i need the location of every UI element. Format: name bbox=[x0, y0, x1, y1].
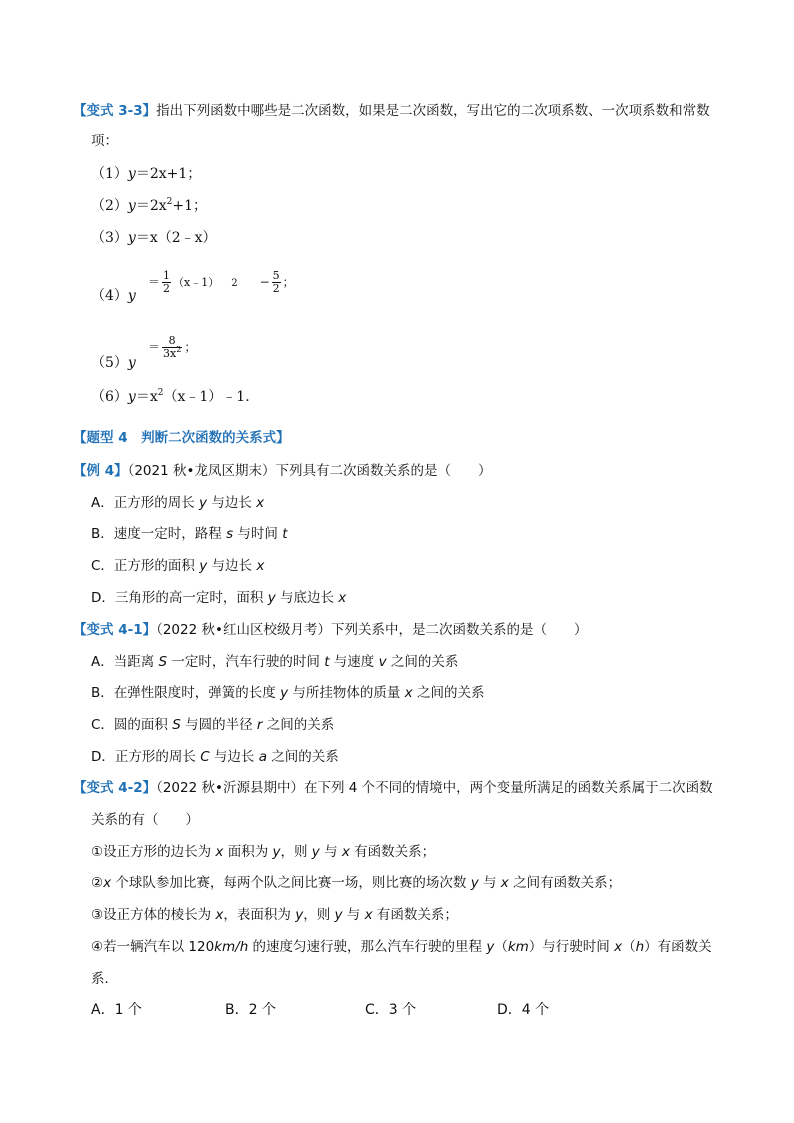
ex4-option-d: D．三角形的高一定时，面积 y 与底边长 x bbox=[91, 590, 347, 606]
v33-item-1: （1）y＝2x+1； bbox=[91, 166, 202, 182]
v42-scenario-4: ④若一辆汽车以 120km/h 的速度匀速行驶，那么汽车行驶的里程 y（km）与行驶时间 x（h）有函数关 bbox=[91, 939, 712, 955]
v42-option-d: D．4 个 bbox=[497, 1002, 550, 1018]
v33-item-4: （4）y bbox=[91, 288, 136, 304]
v41-option-a: A．当距离 S 一定时，汽车行驶的时间 t 与速度 v 之间的关系 bbox=[91, 654, 459, 670]
v41-option-d: D．正方形的周长 C 与边长 a 之间的关系 bbox=[91, 749, 339, 765]
v42-option-b: B．2 个 bbox=[225, 1002, 276, 1018]
v33-tag: 【变式 3-3】 bbox=[73, 103, 157, 119]
v33-text1: 指出下列函数中哪些是二次函数，如果是二次函数，写出它的二次项系数、一次项系数和常数 bbox=[156, 103, 710, 119]
v42-question-line1: 【变式 4-2】（2022 秋•沂源县期中）在下列 4 个不同的情境中，两个变量所满足的函数关系属于二次函数 bbox=[73, 780, 713, 796]
v41-option-c: C．圆的面积 S 与圆的半径 r 之间的关系 bbox=[91, 717, 335, 733]
v41-question: 【变式 4-1】（2022 秋•红山区校级月考）下列关系中，是二次函数关系的是（ ） bbox=[73, 622, 588, 638]
fraction-five-halves: $\frac{5}{2}$ bbox=[272, 269, 280, 295]
v41-option-b: B．在弹性限度时，弹簧的长度 y 与所挂物体的质量 x 之间的关系 bbox=[91, 685, 485, 701]
ex4-option-a: A．正方形的周长 y 与边长 x bbox=[91, 495, 265, 511]
v33-item-4-formula: ＝ $\frac{1}{2}$ （x﹣1） 2 − $\frac{5}{2}$ ； bbox=[148, 269, 295, 295]
v42-option-a: A．1 个 bbox=[91, 1002, 142, 1018]
v33-question-line1 bbox=[73, 101, 710, 121]
v42-question-line2: 关系的有（ ） bbox=[91, 812, 199, 828]
v33-item-5-formula: ＝ $\frac{8}{3x^2}$ ； bbox=[148, 334, 197, 360]
ex4-question: 【例 4】（2021 秋•龙凤区期末）下列具有二次函数关系的是（ ） bbox=[73, 463, 492, 479]
fraction-eight: $\frac{8}{3x^2}$ bbox=[163, 334, 182, 360]
v33-item-2: $(2)y=2x^2+1$； bbox=[91, 197, 208, 214]
fraction-half: $\frac{1}{2}$ bbox=[163, 269, 171, 295]
v42-option-c: C．3 个 bbox=[365, 1002, 417, 1018]
v42-scenario-4-cont: 系． bbox=[91, 971, 118, 987]
v42-scenario-1: ①设正方形的边长为 x 面积为 y，则 y 与 x 有函数关系； bbox=[91, 844, 436, 860]
v33-item-5: （5）y bbox=[91, 355, 136, 371]
v33-item-3: （3）y＝x（2﹣x） bbox=[91, 230, 217, 246]
v42-scenario-3: ③设正方体的棱长为 x，表面积为 y，则 y 与 x 有函数关系； bbox=[91, 907, 458, 923]
v33-text2: 项： bbox=[91, 133, 118, 149]
ex4-option-b: B．速度一定时，路程 s 与时间 t bbox=[91, 526, 288, 542]
v42-scenario-2: ②x 个球队参加比赛，每两个队之间比赛一场，则比赛的场次数 y 与 x 之间有函数关系； bbox=[91, 875, 622, 891]
section-heading: 【题型 4 判断二次函数的关系式】 bbox=[73, 430, 290, 446]
v33-item-6: $(6)y=x^2(x﹣1)﹣1$. bbox=[91, 388, 250, 405]
ex4-option-c: C．正方形的面积 y 与边长 x bbox=[91, 558, 265, 574]
